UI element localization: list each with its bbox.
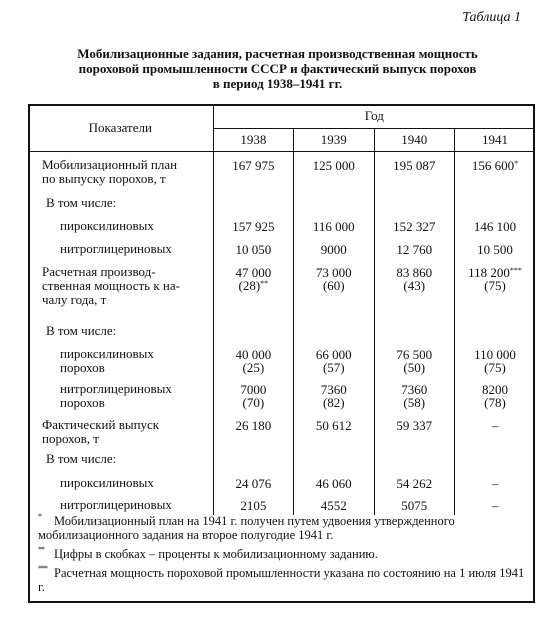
cell-percent: (82) xyxy=(322,394,345,410)
table-row xyxy=(28,413,535,448)
row-label-line: Мобилизационный план xyxy=(42,157,178,172)
percent-line xyxy=(375,279,454,292)
value-cell xyxy=(294,493,374,515)
value-cell xyxy=(294,377,374,413)
cell-value: 50 612 xyxy=(315,417,352,433)
table-row xyxy=(28,342,535,377)
header-year: Год xyxy=(213,104,535,129)
table-row xyxy=(28,237,535,260)
cell-value: 66 000 xyxy=(315,346,352,362)
value-cell xyxy=(294,413,374,448)
value-line xyxy=(294,499,373,512)
value-cell xyxy=(213,192,293,213)
table-row xyxy=(28,320,535,342)
footnote-text: Мобилизационный план на 1941 г. получен путем удвоения утвержденного мобилизационного задания на второе полугодие 1941 г. xyxy=(38,514,455,542)
cell-value: 59 337 xyxy=(396,417,433,433)
cell-value: 10 050 xyxy=(235,241,272,257)
value-cell xyxy=(294,152,374,192)
row-label-line: В том числе: xyxy=(46,450,117,466)
value-cell xyxy=(374,470,454,493)
table-row xyxy=(28,260,535,320)
value-line xyxy=(375,499,454,512)
percent-line xyxy=(455,361,535,374)
percent-line xyxy=(294,396,373,409)
table-row xyxy=(28,192,535,213)
value-line xyxy=(294,220,373,233)
value-line xyxy=(455,243,535,256)
cell-value: 146 100 xyxy=(473,218,517,234)
data-table xyxy=(28,104,535,515)
footnote-mark: *** xyxy=(509,265,522,275)
value-cell xyxy=(374,213,454,237)
cell-value: 118 200 xyxy=(468,264,510,280)
value-cell xyxy=(213,320,293,342)
table-row xyxy=(28,377,535,413)
value-cell xyxy=(374,237,454,260)
table-row xyxy=(28,448,535,470)
cell-value: 7000 xyxy=(240,381,267,397)
cell-value: 4552 xyxy=(320,497,347,513)
cell-value: – xyxy=(491,475,499,491)
cell-value: 76 500 xyxy=(396,346,433,362)
footnote-text: Расчетная мощность пороховой промышленности указана по состоянию на 1 июля 1941 г. xyxy=(38,566,525,594)
title-line: в период 1938–1941 гг. xyxy=(212,76,343,91)
value-cell xyxy=(213,470,293,493)
value-cell xyxy=(455,320,536,342)
value-cell xyxy=(455,448,536,470)
value-cell xyxy=(213,152,293,192)
value-cell xyxy=(374,413,454,448)
table-title xyxy=(30,46,525,91)
cell-value: 46 060 xyxy=(315,475,352,491)
value-cell xyxy=(374,493,454,515)
row-label-line: нитроглицериновых xyxy=(60,496,172,512)
header-year-1939: 1939 xyxy=(294,129,374,152)
value-line xyxy=(455,159,535,172)
cell-value: 47 000 xyxy=(235,264,272,280)
value-line xyxy=(455,220,535,233)
value-cell xyxy=(455,213,536,237)
row-label xyxy=(28,342,213,377)
value-cell xyxy=(455,152,536,192)
value-cell xyxy=(294,237,374,260)
value-cell xyxy=(294,448,374,470)
header-year-1940: 1940 xyxy=(374,129,454,152)
value-cell xyxy=(213,260,293,320)
cell-value: 116 000 xyxy=(312,218,355,234)
value-cell xyxy=(294,470,374,493)
row-label-line: порохов, т xyxy=(42,430,99,446)
cell-value: 5075 xyxy=(401,497,428,513)
value-cell xyxy=(374,152,454,192)
value-cell xyxy=(374,377,454,413)
value-cell xyxy=(455,237,536,260)
header-year-1941: 1941 xyxy=(455,129,536,152)
value-cell xyxy=(213,448,293,470)
value-cell xyxy=(294,320,374,342)
row-label-line: чалу года, т xyxy=(42,291,107,307)
value-line xyxy=(455,477,535,490)
cell-value: 10 500 xyxy=(477,241,513,257)
row-label-line: пироксилиновых xyxy=(60,217,154,233)
percent-line xyxy=(455,396,535,409)
cell-percent: (50) xyxy=(403,359,426,375)
cell-value: 7360 xyxy=(320,381,347,397)
value-cell xyxy=(374,448,454,470)
value-line xyxy=(214,419,293,432)
footnotes xyxy=(38,514,528,599)
table-row xyxy=(28,470,535,493)
value-line xyxy=(455,499,535,512)
cell-value: 83 860 xyxy=(396,264,433,280)
row-label-line: ственная мощность к на- xyxy=(42,277,180,293)
row-label xyxy=(28,377,213,413)
row-label xyxy=(28,192,213,213)
footnote-mark: *** xyxy=(38,564,47,573)
value-cell xyxy=(294,213,374,237)
cell-value: 156 600 xyxy=(471,158,515,173)
row-label xyxy=(28,493,213,515)
value-cell xyxy=(213,237,293,260)
cell-value: 26 180 xyxy=(235,417,272,433)
cell-value: 73 000 xyxy=(315,264,352,280)
value-line xyxy=(294,243,373,256)
cell-percent: (25) xyxy=(242,359,265,375)
value-line xyxy=(375,419,454,432)
value-cell xyxy=(213,493,293,515)
percent-line xyxy=(375,396,454,409)
header-year-1938: 1938 xyxy=(213,129,293,152)
row-label-line: В том числе: xyxy=(46,194,117,210)
row-label-line: нитроглицериновых xyxy=(60,240,172,256)
table-row xyxy=(28,213,535,237)
row-label xyxy=(28,152,213,192)
value-cell xyxy=(213,413,293,448)
value-cell xyxy=(213,377,293,413)
value-cell xyxy=(455,260,536,320)
footnote-mark: * xyxy=(38,512,41,521)
row-label-line: В том числе: xyxy=(46,322,117,338)
value-cell xyxy=(455,470,536,493)
cell-value: 167 975 xyxy=(232,158,275,173)
row-label-line: пироксилиновых xyxy=(60,345,154,361)
footnote-mark: ** xyxy=(38,545,44,554)
cell-value: 54 262 xyxy=(396,475,433,491)
table-number-label: Таблица 1 xyxy=(462,10,521,25)
percent-line xyxy=(455,279,535,292)
value-cell xyxy=(455,192,536,213)
cell-percent: (58) xyxy=(403,394,426,410)
row-label-line: по выпуску порохов, т xyxy=(42,171,166,186)
value-line xyxy=(214,243,293,256)
value-line xyxy=(294,477,373,490)
cell-value: 2105 xyxy=(240,497,267,513)
cell-value: 9000 xyxy=(320,241,347,257)
value-cell xyxy=(294,192,374,213)
cell-value: 152 327 xyxy=(393,218,436,234)
footnote-mark: * xyxy=(514,159,519,168)
table-row xyxy=(28,152,535,192)
value-line xyxy=(214,159,293,172)
percent-line xyxy=(294,361,373,374)
value-line xyxy=(455,419,535,432)
cell-percent: (28) xyxy=(238,277,261,293)
header-indicators: Показатели xyxy=(28,104,213,152)
row-label-line: порохов xyxy=(60,394,105,410)
row-label xyxy=(28,448,213,470)
value-cell xyxy=(374,320,454,342)
percent-line xyxy=(214,361,293,374)
value-cell xyxy=(213,213,293,237)
row-label xyxy=(28,320,213,342)
value-cell xyxy=(294,260,374,320)
cell-value: 157 925 xyxy=(232,218,275,234)
cell-value: 195 087 xyxy=(393,158,436,173)
cell-value: 8200 xyxy=(482,381,508,397)
percent-line xyxy=(214,396,293,409)
value-cell xyxy=(213,342,293,377)
row-label-line: порохов xyxy=(60,359,105,375)
cell-percent: (43) xyxy=(403,277,426,293)
cell-percent: (75) xyxy=(484,277,506,293)
row-label xyxy=(28,470,213,493)
cell-percent: (75) xyxy=(484,359,506,375)
row-label-line: пироксилиновых xyxy=(60,474,154,490)
cell-value: 40 000 xyxy=(235,346,272,362)
title-line: Мобилизационные задания, расчетная производственная мощность xyxy=(77,46,478,61)
row-label xyxy=(28,260,213,320)
value-line xyxy=(375,159,454,172)
cell-value: – xyxy=(491,417,499,433)
table-row xyxy=(28,493,535,515)
cell-percent: (78) xyxy=(484,394,506,410)
value-cell xyxy=(374,342,454,377)
percent-line xyxy=(294,279,373,292)
value-line xyxy=(294,159,373,172)
percent-line xyxy=(375,361,454,374)
footnote-text: Цифры в скобках – проценты к мобилизационному заданию. xyxy=(54,547,378,561)
cell-value: 12 760 xyxy=(396,241,433,257)
row-label xyxy=(28,413,213,448)
value-line xyxy=(214,220,293,233)
row-label xyxy=(28,213,213,237)
value-line xyxy=(375,477,454,490)
cell-value: 7360 xyxy=(401,381,428,397)
row-label-line: Фактический выпуск xyxy=(42,416,160,432)
row-label-line: Расчетная производ- xyxy=(42,263,156,279)
cell-percent: (57) xyxy=(322,359,345,375)
value-cell xyxy=(455,413,536,448)
cell-percent: (70) xyxy=(242,394,265,410)
value-line xyxy=(214,477,293,490)
footnote xyxy=(38,514,528,542)
cell-value: – xyxy=(491,497,499,513)
value-cell xyxy=(455,493,536,515)
value-line xyxy=(375,220,454,233)
value-cell xyxy=(455,377,536,413)
value-cell xyxy=(455,342,536,377)
cell-percent: (60) xyxy=(322,277,345,293)
cell-value: 125 000 xyxy=(312,158,355,173)
value-line xyxy=(214,499,293,512)
row-label xyxy=(28,237,213,260)
value-cell xyxy=(294,342,374,377)
percent-line xyxy=(214,279,293,292)
value-line xyxy=(294,419,373,432)
row-label-line: нитроглицериновых xyxy=(60,380,172,396)
cell-value: 110 000 xyxy=(474,346,516,362)
value-cell xyxy=(374,260,454,320)
footnote xyxy=(38,566,528,594)
value-cell xyxy=(374,192,454,213)
footnote xyxy=(38,547,528,561)
footnote-mark: ** xyxy=(260,278,269,288)
value-line xyxy=(375,243,454,256)
title-line: пороховой промышленности СССР и фактический выпуск порохов xyxy=(78,61,477,76)
cell-value: 24 076 xyxy=(235,475,272,491)
